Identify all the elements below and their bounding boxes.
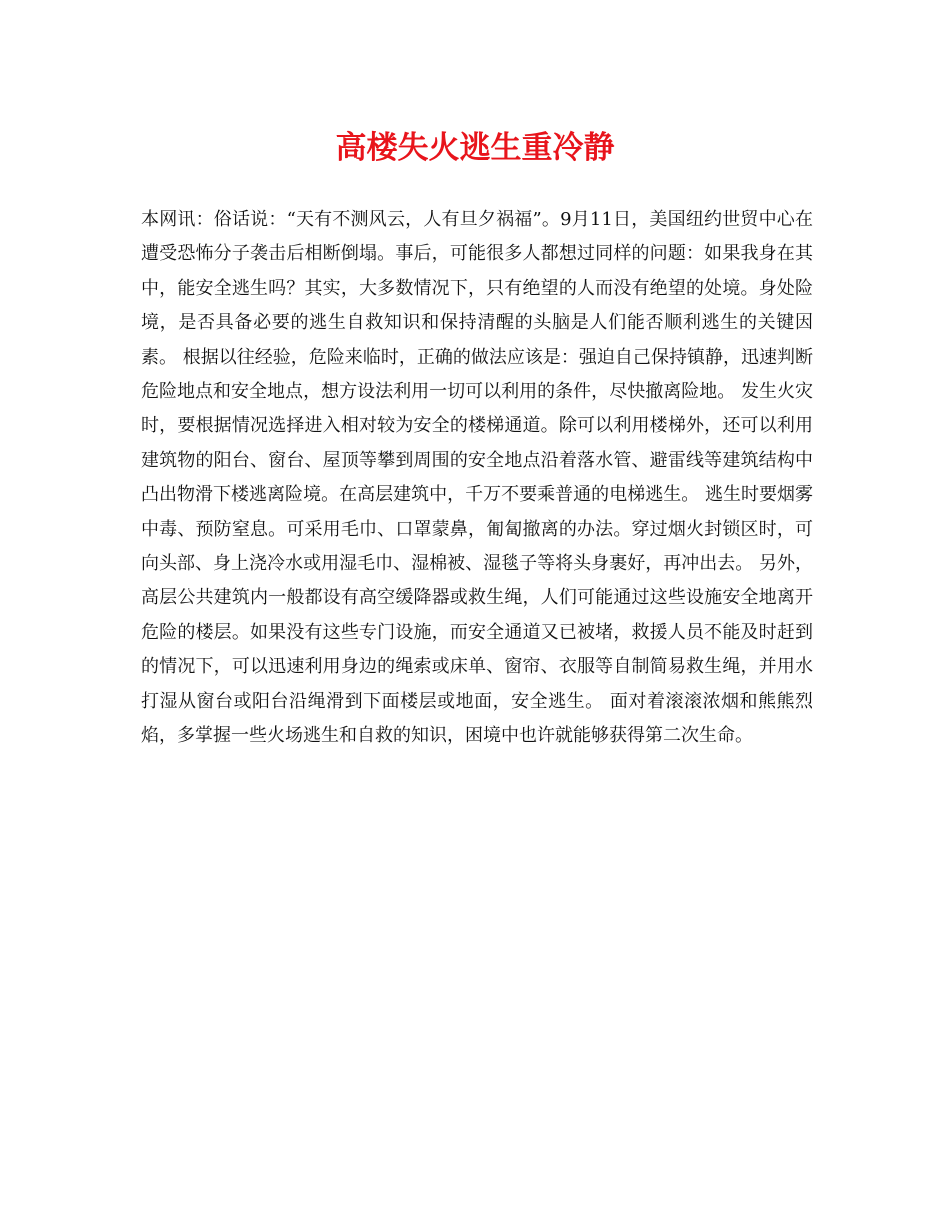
document-title: 高楼失火逃生重冷静 <box>335 130 615 166</box>
document-body: 本网讯：俗话说：“天有不测风云，人有旦夕祸福”。9月11日，美国纽约世贸中心在遭受恐怖分子袭击后相断倒塌。事后，可能很多人都想过同样的问题：如果我身在其中，能安全逃生吗？其实，大多数情况下，只有绝望的人而没有绝望的处境。身处险境，是否具备必要的逃生自救知识和保持清醒的头脑是人们能否顺利逃生的关键因素。 根据以往经验，危险来临时，正确的做法应该是：强迫自己保持镇静，迅速判断危险地点和安全地点，想方设法利用一切可以利用的条件，尽快撤离险地。 发生火灾时，要根据情况选择进入相对较为安全的楼梯通道。除可以利用楼梯外，还可以利用建筑物的阳台、窗台、屋顶等攀到周围的安全地点沿着落水管、避雷线等建筑结构中凸出物滑下楼逃离险境。在高层建筑中，千万不要乘普通的电梯逃生。 逃生时要烟雾中毒、预防窒息。可采用毛巾、口罩蒙鼻，匍匐撤离的办法。穿过烟火封锁区时，可向头部、身上浇冷水或用湿毛巾、湿棉被、湿毯子等将头身裹好，再冲出去。 另外，高层公共建筑内一般都设有高空缓降器或救生绳，人们可能通过这些设施安全地离开危险的楼层。如果没有这些专门设施，而安全通道又已被堵，救援人员不能及时赶到的情况下，可以迅速利用身边的绳索或床单、窗帘、衣服等自制简易救生绳，并用水打湿从窗台或阳台沿绳滑到下面楼层或地面，安全逃生。 面对着滚滚浓烟和熊熊烈焰，多掌握一些火场逃生和自救的知识，困境中也许就能够获得第二次生命。 <box>141 209 813 747</box>
